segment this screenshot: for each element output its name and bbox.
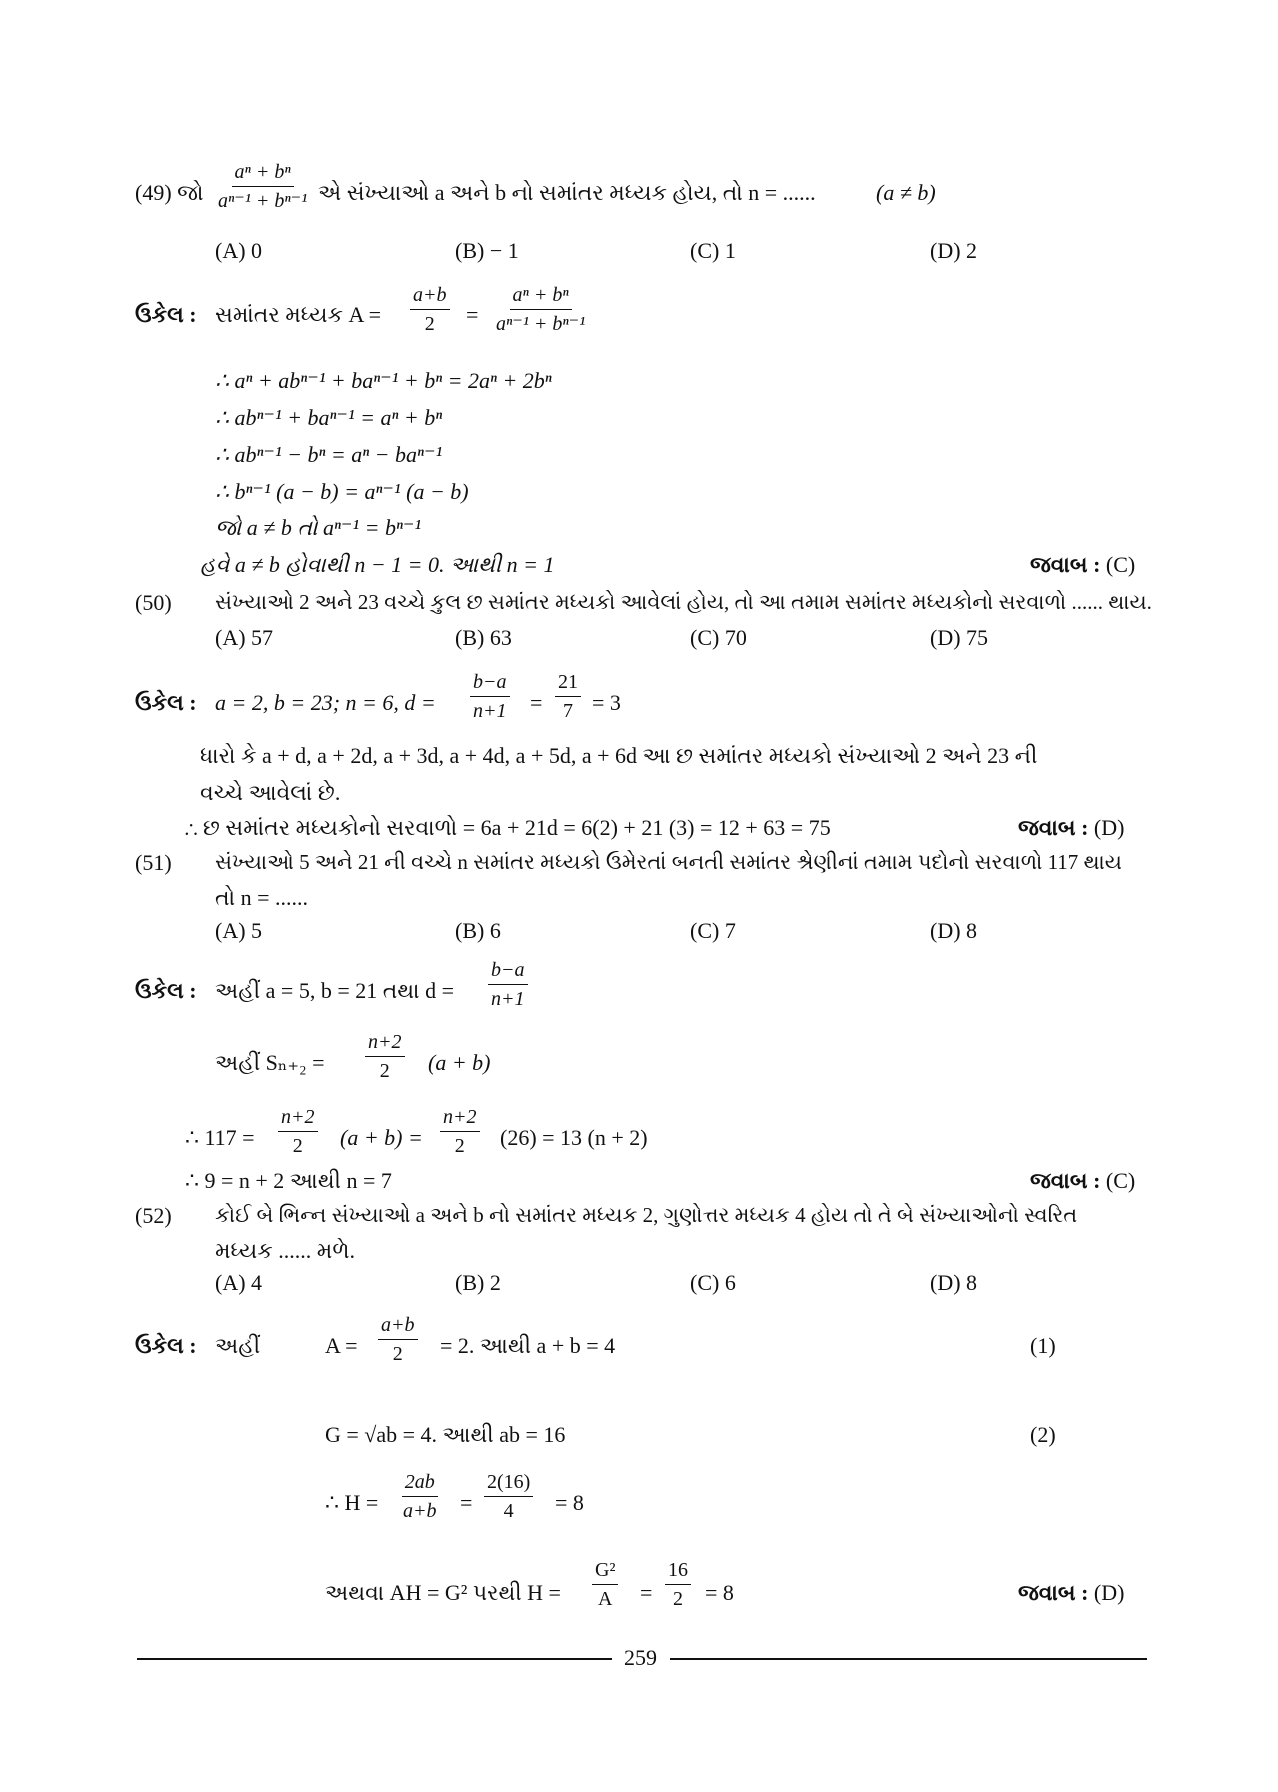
q52-line-3-num1: 2ab — [402, 1472, 438, 1497]
q49-option-d: (D) 2 — [930, 238, 978, 263]
q52-line-4-frac2 — [665, 1560, 691, 1609]
q51-frac-d-num: b−a — [488, 960, 528, 985]
q52-line-3-frac1 — [400, 1472, 440, 1521]
q51-number: (51) — [135, 850, 172, 875]
q52-line-1-den: 2 — [392, 1343, 403, 1365]
q50-sum-line: ∴ છ સમાંતર મધ્યકોનો સરવાળો = 6a + 21d = 6(2) + 21 (3) = 12 + 63 = 75 — [185, 815, 831, 840]
q50-frac1-den: n+1 — [473, 700, 507, 722]
q49-option-a: (A) 0 — [215, 238, 263, 263]
q51-answer-value: (C) — [1105, 1168, 1136, 1193]
q49-answer-value: (C) — [1105, 552, 1136, 577]
footer-rule-right — [670, 1658, 1147, 1660]
q49-sol-frac2-num: aⁿ + bⁿ — [510, 285, 572, 310]
q52-line-4-head: અથવા AH = G² પરથી H = — [325, 1580, 561, 1605]
q50-para-2: વચ્ચે આવેલાં છે. — [200, 780, 341, 805]
q49-option-b: (B) − 1 — [455, 238, 519, 263]
q50-frac1 — [470, 672, 510, 721]
q52-line-3-num2: 2(16) — [484, 1472, 533, 1497]
q51-line-3-num1: n+2 — [278, 1107, 318, 1132]
q49-step-3: ∴ abⁿ⁻¹ − bⁿ = aⁿ − baⁿ⁻¹ — [215, 442, 443, 467]
q51-line-2-tail: (a + b) — [428, 1050, 491, 1075]
q52-line-1-a: A = — [325, 1333, 358, 1358]
q51-line-3-frac2 — [440, 1107, 480, 1156]
q52-line-2: G = √ab = 4. આથી ab = 16 — [325, 1422, 566, 1447]
q51-line-2-head: અહીં Sₙ₊₂ = — [215, 1050, 325, 1075]
q50-para-1: ધારો કે a + d, a + 2d, a + 3d, a + 4d, a + 5d, a + 6d આ છ સમાંતર મધ્યકો સંખ્યાઓ 2 અને 23 ની — [200, 743, 1038, 768]
q50-eq: = — [530, 690, 543, 715]
q49-step-1: ∴ aⁿ + abⁿ⁻¹ + baⁿ⁻¹ + bⁿ = 2aⁿ + 2bⁿ — [215, 368, 552, 393]
q52-line-4-frac1 — [592, 1560, 618, 1609]
q49-sol-frac1-num: a+b — [410, 285, 450, 310]
q52-line-3-frac2 — [484, 1472, 533, 1521]
q52-line-4-den2: 2 — [673, 1588, 683, 1610]
q52-tag-2: (2) — [1030, 1422, 1056, 1447]
q52-line-3-den2: 4 — [503, 1500, 514, 1522]
q51-line-4: ∴ 9 = n + 2 આથી n = 7 — [185, 1168, 392, 1193]
q51-frac-d-den: n+1 — [491, 988, 525, 1010]
q49-sol-frac1-den: 2 — [424, 313, 435, 335]
q52-answer-label: જવાબ : — [1018, 1580, 1089, 1605]
q51-answer — [1030, 1168, 1135, 1194]
q49-sol-frac1 — [410, 285, 450, 334]
q52-line-4-den1: A — [598, 1588, 613, 1610]
q52-line-3-head: ∴ H = — [325, 1490, 379, 1515]
q50-frac2-num: 21 — [555, 672, 581, 697]
q49-solution-head: સમાંતર મધ્યક A = — [215, 302, 382, 327]
q50-frac2 — [555, 672, 581, 721]
q49-sol-frac2-den: aⁿ⁻¹ + bⁿ⁻¹ — [496, 313, 586, 335]
q49-number: (49) જો — [135, 180, 204, 205]
q49-solution-label: ઉકેલ : — [135, 302, 197, 327]
q49-step-4: ∴ bⁿ⁻¹ (a − b) = aⁿ⁻¹ (a − b) — [215, 479, 469, 504]
q49-condition: (a ≠ b) — [876, 180, 936, 205]
q51-option-b: (B) 6 — [455, 918, 501, 943]
footer-rule-left — [137, 1658, 612, 1660]
q50-solution-head: a = 2, b = 23; n = 6, d = — [215, 690, 436, 715]
q51-line-3-mid: (a + b) = — [340, 1125, 423, 1150]
q52-line-1-frac — [378, 1315, 418, 1364]
q52-option-c: (C) 6 — [690, 1270, 736, 1295]
q49-step-6: હવે a ≠ b હોવાથી n − 1 = 0. આથી n = 1 — [200, 552, 555, 577]
q51-solution-head: અહીં a = 5, b = 21 તથા d = — [215, 978, 454, 1003]
q49-text: એ સંખ્યાઓ a અને b નો સમાંતર મધ્યક હોય, તો n = ...... — [318, 180, 816, 205]
q51-line-3-frac1 — [278, 1107, 318, 1156]
q49-fraction — [215, 162, 310, 211]
q51-solution-label: ઉકેલ : — [135, 978, 197, 1003]
q52-solution-label: ઉકેલ : — [135, 1333, 197, 1358]
q51-option-d: (D) 8 — [930, 918, 978, 943]
q52-tag-1: (1) — [1030, 1333, 1056, 1358]
q52-answer — [1018, 1580, 1124, 1606]
q51-line-3-head: ∴ 117 = — [185, 1125, 255, 1150]
q51-text-1: સંખ્યાઓ 5 અને 21 ની વચ્ચે n સમાંતર મધ્યકો ઉમેરતાં બનતી સમાંતર શ્રેણીનાં તમામ પદોનો સરવાળો 117 થાય — [215, 850, 1123, 874]
q52-line-4-eq: = — [640, 1580, 653, 1605]
q49-option-c: (C) 1 — [690, 238, 736, 263]
q50-answer — [1018, 815, 1124, 841]
q51-line-3-tail: (26) = 13 (n + 2) — [500, 1125, 648, 1150]
q52-line-1-num: a+b — [378, 1315, 418, 1340]
q52-text-1: કોઈ બે ભિન્ન સંખ્યાઓ a અને b નો સમાંતર મધ્યક 2, ગુણોત્તર મધ્યક 4 હોય તો તે બે સંખ્યાઓનો સ્વરિત — [215, 1203, 1078, 1227]
q51-line-3-den2: 2 — [454, 1135, 465, 1157]
q49-frac-num: aⁿ + bⁿ — [232, 162, 294, 187]
q50-number: (50) — [135, 590, 172, 615]
q51-text-2: તો n = ...... — [215, 885, 308, 910]
q51-option-c: (C) 7 — [690, 918, 736, 943]
q50-frac2-den: 7 — [563, 700, 573, 722]
q52-line-3-tail: = 8 — [555, 1490, 584, 1515]
q52-line-4-num1: G² — [592, 1560, 618, 1585]
q51-line-2-frac — [365, 1032, 405, 1081]
q52-line-3-den1: a+b — [403, 1500, 437, 1522]
q52-number: (52) — [135, 1203, 172, 1228]
q50-option-b: (B) 63 — [455, 625, 512, 650]
q50-solution-label: ઉકેલ : — [135, 690, 197, 715]
q52-option-a: (A) 4 — [215, 1270, 263, 1295]
q51-option-a: (A) 5 — [215, 918, 263, 943]
q49-answer-label: જવાબ : — [1030, 552, 1101, 577]
page-number: 259 — [624, 1645, 657, 1670]
q50-tail: = 3 — [592, 690, 621, 715]
q50-text: સંખ્યાઓ 2 અને 23 વચ્ચે કુલ છ સમાંતર મધ્યકો આવેલાં હોય, તો આ તમામ સમાંતર મધ્યકોનો સરવાળો ...... થાય. — [215, 590, 1152, 614]
q50-option-d: (D) 75 — [930, 625, 989, 650]
q49-sol-eq: = — [466, 302, 479, 327]
q51-answer-label: જવાબ : — [1030, 1168, 1101, 1193]
q51-line-2-num: n+2 — [365, 1032, 405, 1057]
q52-option-b: (B) 2 — [455, 1270, 501, 1295]
q52-text-2: મધ્યક ...... મળે. — [215, 1238, 355, 1263]
q52-line-4-tail: = 8 — [705, 1580, 734, 1605]
q49-step-5: જો a ≠ b તો aⁿ⁻¹ = bⁿ⁻¹ — [215, 515, 422, 540]
q51-line-2-den: 2 — [379, 1060, 390, 1082]
q50-option-c: (C) 70 — [690, 625, 747, 650]
q50-frac1-num: b−a — [470, 672, 510, 697]
q50-answer-label: જવાબ : — [1018, 815, 1089, 840]
q51-line-3-den1: 2 — [292, 1135, 303, 1157]
q49-frac-den: aⁿ⁻¹ + bⁿ⁻¹ — [218, 190, 308, 212]
q52-line-3-eq: = — [460, 1490, 473, 1515]
q49-step-2: ∴ abⁿ⁻¹ + baⁿ⁻¹ = aⁿ + bⁿ — [215, 405, 443, 430]
q50-answer-value: (D) — [1093, 815, 1125, 840]
q51-line-3-num2: n+2 — [440, 1107, 480, 1132]
q49-answer — [1030, 552, 1135, 578]
q52-option-d: (D) 8 — [930, 1270, 978, 1295]
q52-solution-head: અહીં — [215, 1333, 261, 1358]
q49-sol-frac2 — [493, 285, 588, 334]
q52-line-1-tail: = 2. આથી a + b = 4 — [440, 1333, 616, 1358]
q50-option-a: (A) 57 — [215, 625, 274, 650]
q52-line-4-num2: 16 — [665, 1560, 691, 1585]
q52-answer-value: (D) — [1093, 1580, 1125, 1605]
q51-frac-d — [488, 960, 528, 1009]
